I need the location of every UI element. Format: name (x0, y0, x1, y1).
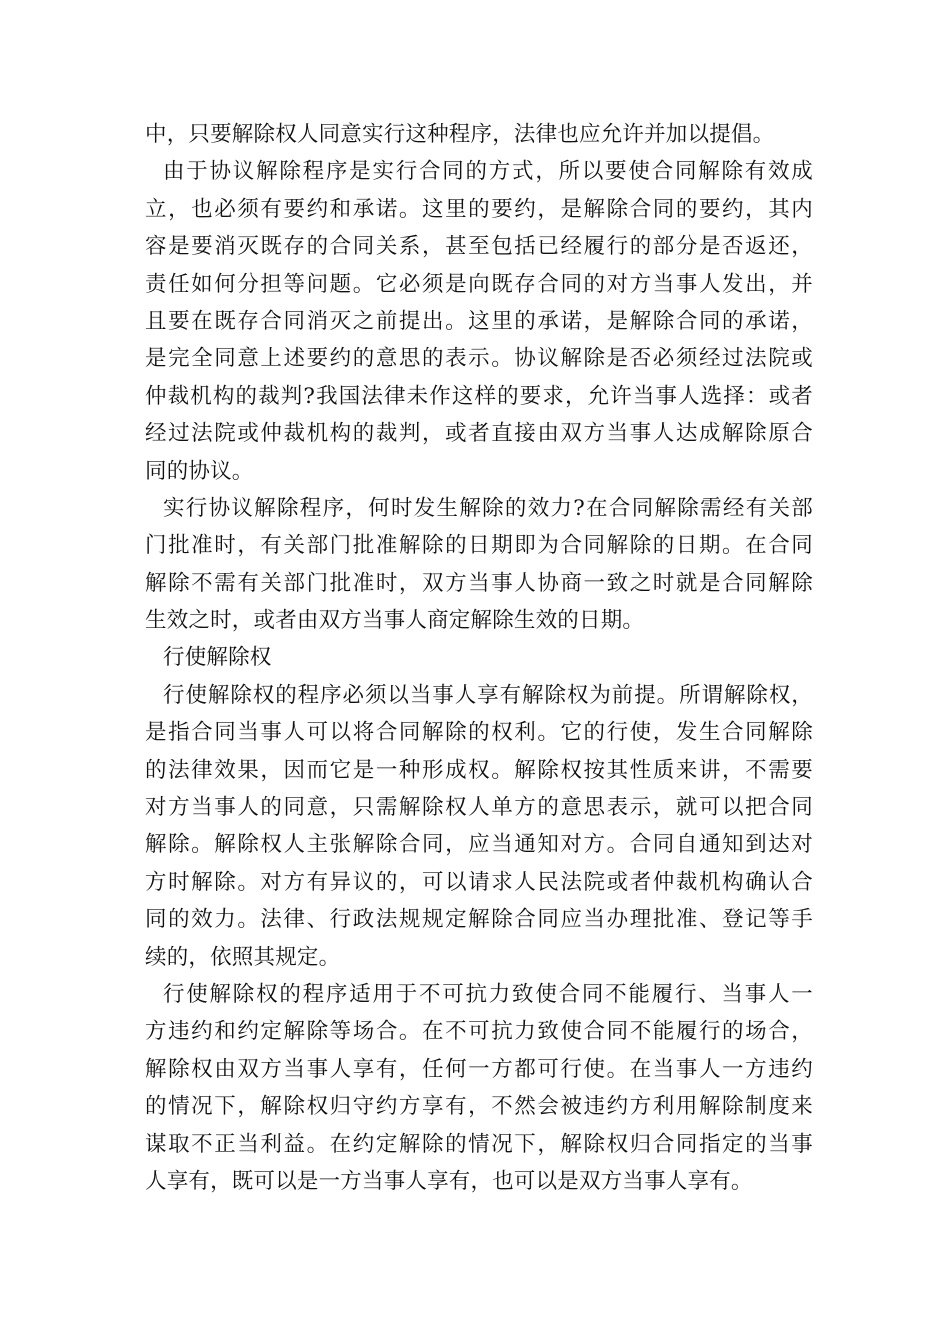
text-line: 是指合同当事人可以将合同解除的权利。它的行使，发生合同解除 (145, 720, 813, 746)
text-line: 生效之时，或者由双方当事人商定解除生效的日期。 (145, 608, 645, 634)
document-body (145, 116, 813, 1200)
text-line: 的情况下，解除权归守约方享有，不然会被违约方利用解除制度来 (145, 1094, 813, 1120)
text-line: 是完全同意上述要约的意思的表示。协议解除是否必须经过法院或 (145, 346, 813, 372)
text-line: 仲裁机构的裁判?我国法律未作这样的要求，允许当事人选择：或者 (145, 383, 813, 409)
text-line: 容是要消灭既存的合同关系，甚至包括已经履行的部分是否返还， (145, 234, 813, 260)
text-line: 方时解除。对方有异议的，可以请求人民法院或者仲裁机构确认合 (145, 869, 813, 895)
text-line: 人享有，既可以是一方当事人享有，也可以是双方当事人享有。 (145, 1168, 753, 1194)
text-line: 且要在既存合同消灭之前提出。这里的承诺，是解除合同的承诺， (145, 308, 813, 334)
text-line: 同的效力。法律、行政法规规定解除合同应当办理批准、登记等手 (145, 907, 813, 933)
text-line: 同的协议。 (145, 458, 254, 484)
text-line: 对方当事人的同意，只需解除权人单方的意思表示，就可以把合同 (145, 795, 813, 821)
section-heading: 行使解除权 (163, 645, 272, 671)
text-line: 解除不需有关部门批准时，双方当事人协商一致之时就是合同解除 (145, 570, 813, 596)
text-line: 中，只要解除权人同意实行这种程序，法律也应允许并加以提倡。 (145, 122, 775, 147)
paragraph-first-line: 实行协议解除程序，何时发生解除的效力?在合同解除需经有关部 (163, 495, 813, 521)
text-line: 经过法院或仲裁机构的裁判，或者直接由双方当事人达成解除原合 (145, 421, 813, 447)
text-line: 续的，依照其规定。 (145, 944, 341, 970)
text-line: 方违约和约定解除等场合。在不可抗力致使合同不能履行的场合， (145, 1019, 813, 1045)
text-line: 谋取不正当利益。在约定解除的情况下，解除权归合同指定的当事 (145, 1131, 813, 1157)
text-line: 门批准时，有关部门批准解除的日期即为合同解除的日期。在合同 (145, 533, 813, 559)
text-line: 立，也必须有要约和承诺。这里的要约，是解除合同的要约，其内 (145, 196, 813, 222)
text-line: 解除。解除权人主张解除合同，应当通知对方。合同自通知到达对 (145, 832, 813, 858)
text-line: 解除权由双方当事人享有，任何一方都可行使。在当事人一方违约 (145, 1056, 813, 1082)
paragraph-first-line: 行使解除权的程序必须以当事人享有解除权为前提。所谓解除权， (163, 682, 813, 708)
paragraph-first-line: 由于协议解除程序是实行合同的方式，所以要使合同解除有效成 (163, 159, 813, 185)
paragraph-first-line: 行使解除权的程序适用于不可抗力致使合同不能履行、当事人一 (163, 981, 813, 1007)
text-line: 的法律效果，因而它是一种形成权。解除权按其性质来讲，不需要 (145, 757, 813, 783)
text-line: 责任如何分担等问题。它必须是向既存合同的对方当事人发出，并 (145, 271, 813, 297)
